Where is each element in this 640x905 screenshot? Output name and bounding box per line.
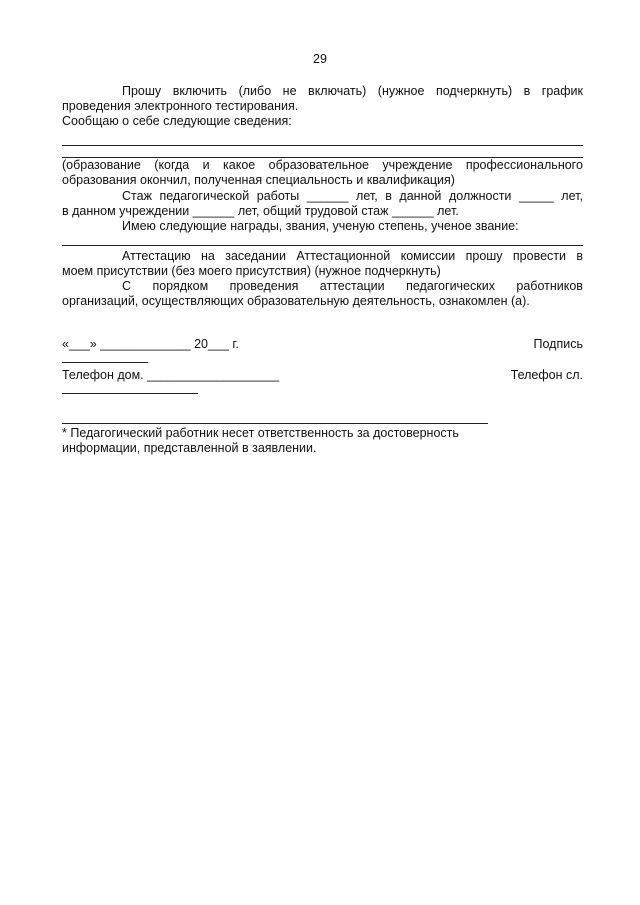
experience-line-2: в данном учреждении ______ лет, общий трудовой стаж ______ лет. xyxy=(62,204,459,218)
word: прошу xyxy=(465,249,503,263)
word: на xyxy=(201,249,215,263)
procedure-word: педагогических xyxy=(406,279,495,293)
awards-blank-line xyxy=(62,245,583,246)
word: Прошу xyxy=(122,84,162,98)
experience-line-1 xyxy=(122,189,583,204)
footnote-separator xyxy=(62,423,488,424)
word: в xyxy=(576,249,583,263)
word: лет, xyxy=(356,189,378,203)
word: профессионального xyxy=(465,158,583,172)
info-blank-line-1 xyxy=(62,145,583,146)
word: не xyxy=(282,84,297,98)
signature-label: Подпись xyxy=(533,337,583,351)
education-line-2: образования окончил, полученная специальность и квалификация) xyxy=(62,173,455,187)
word: в xyxy=(523,84,531,98)
page-number: 29 xyxy=(313,52,327,66)
attestation-line-2: моем присутствии (без моего присутствия) (нужное подчеркнуть) xyxy=(62,264,441,278)
request-line-1 xyxy=(122,84,583,99)
home-phone: Телефон дом. ___________________ xyxy=(62,368,280,382)
procedure-line-1 xyxy=(122,279,583,294)
word: ______ xyxy=(306,189,349,203)
footnote-line-2: информации, представленной в заявлении. xyxy=(62,441,317,455)
request-line-2: проведения электронного тестирования. xyxy=(62,99,299,113)
word: Аттестацию xyxy=(122,249,191,263)
awards-line: Имею следующие награды, звания, ученую степень, ученое звание: xyxy=(122,219,519,233)
request-text-1 xyxy=(122,84,583,99)
word: включить xyxy=(172,84,228,98)
attestation-text-1 xyxy=(122,249,583,264)
attestation-line-1 xyxy=(122,249,583,264)
procedure-words xyxy=(122,279,583,294)
word: учреждение xyxy=(382,158,453,172)
word: заседании xyxy=(225,249,286,263)
procedure-word: С xyxy=(122,279,132,293)
procedure-word: порядком xyxy=(152,279,209,293)
word: лет, xyxy=(561,189,583,203)
word: какое xyxy=(223,158,256,172)
procedure-word: проведения xyxy=(229,279,299,293)
word: образовательное xyxy=(268,158,370,172)
work-phone-blank xyxy=(62,393,198,394)
word: Стаж xyxy=(122,189,152,203)
word: комиссии xyxy=(400,249,456,263)
word: данной xyxy=(399,189,442,203)
word: Аттестационной xyxy=(296,249,391,263)
info-intro: Сообщаю о себе следующие сведения: xyxy=(62,114,292,128)
word: (нужное xyxy=(377,84,425,98)
procedure-word: аттестации xyxy=(319,279,385,293)
education-line-1 xyxy=(62,158,583,173)
word: должности xyxy=(448,189,512,203)
word: и xyxy=(202,158,210,172)
work-phone: Телефон сл. xyxy=(510,368,583,382)
word: (когда xyxy=(154,158,190,172)
experience-text-1 xyxy=(122,189,583,204)
word: педагогической xyxy=(159,189,250,203)
word: включать) xyxy=(308,84,367,98)
date-underline xyxy=(62,362,148,363)
word: провести xyxy=(512,249,566,263)
word: работы xyxy=(256,189,300,203)
word: (либо xyxy=(238,84,272,98)
word: (образование xyxy=(62,158,141,172)
word: график xyxy=(541,84,583,98)
word: _____ xyxy=(518,189,554,203)
date-field: «___» _____________ 20___ г. xyxy=(62,337,239,351)
footnote-line-1: * Педагогический работник несет ответственность за достоверность xyxy=(62,426,459,440)
word: подчеркнуть) xyxy=(435,84,513,98)
procedure-word: работников xyxy=(516,279,583,293)
education-text-1 xyxy=(62,158,583,173)
word: в xyxy=(385,189,392,203)
procedure-line-2: организаций, осуществляющих образовательную деятельность, ознакомлен (а). xyxy=(62,294,530,308)
